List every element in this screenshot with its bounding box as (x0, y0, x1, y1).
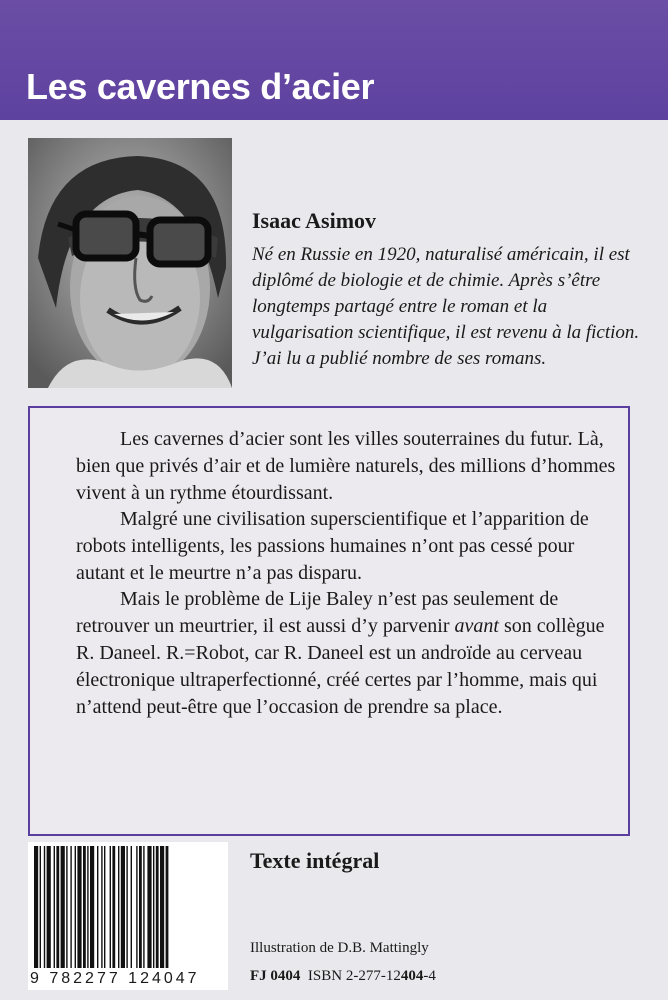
title-band (0, 0, 668, 120)
isbn-prefix: ISBN 2-277-12 (307, 968, 401, 984)
barcode-bars (28, 842, 228, 970)
synopsis-p3-end: son collègue R. Daneel. R.=Robot, car R. Daneel est un androïde au cerveau électronique ultraperfectionné, créé certes par l’homme, mais qui n’attend peut-être que l’occasion de prendre sa place. (76, 615, 605, 718)
book-title: Les cavernes d’acier (26, 66, 375, 107)
synopsis-paragraph-1: Les cavernes d’acier sont les villes souterraines du futur. Là, bien que privés d’air et de lumière naturels, des millions d’hommes vivent à un rythme étourdissant. (76, 428, 616, 504)
isbn-suffix: -4 (423, 968, 436, 984)
isbn-line (250, 968, 436, 985)
author-bio: Né en Russie en 1920, naturalisé américain, il est diplômé de biologie et de chimie. Après s’être longtemps partagé entre le roman et la vulgarisation scientifique, il est revenu à la fiction. J’ai lu a publié nombre de ses romans. (252, 244, 640, 369)
series-code: FJ 0404 (250, 968, 301, 984)
edition-label: Texte intégral (250, 848, 380, 873)
author-photo (28, 138, 232, 388)
synopsis-paragraph-2: Malgré une civilisation superscientifique et l’apparition de robots intelligents, les passions humaines n’ont pas cessé pour autant et le meurtre n’a pas disparu. (76, 508, 589, 584)
illustration-credit: Illustration de D.B. Mattingly (250, 940, 429, 956)
synopsis-p3-emphasis: avant (454, 615, 499, 637)
synopsis-p3-start: Mais le problème de Lije Baley n’est pas seulement de retrouver un meurtrier, il est aussi d’y parvenir (76, 588, 559, 637)
synopsis-paragraph-3 (76, 586, 616, 721)
barcode-digits: 9 782277 124047 (30, 970, 200, 987)
synopsis-box (28, 406, 630, 836)
isbn-bold: 404 (400, 968, 424, 984)
author-portrait-image (28, 138, 232, 388)
author-name: Isaac Asimov (252, 208, 377, 233)
barcode (28, 842, 228, 990)
